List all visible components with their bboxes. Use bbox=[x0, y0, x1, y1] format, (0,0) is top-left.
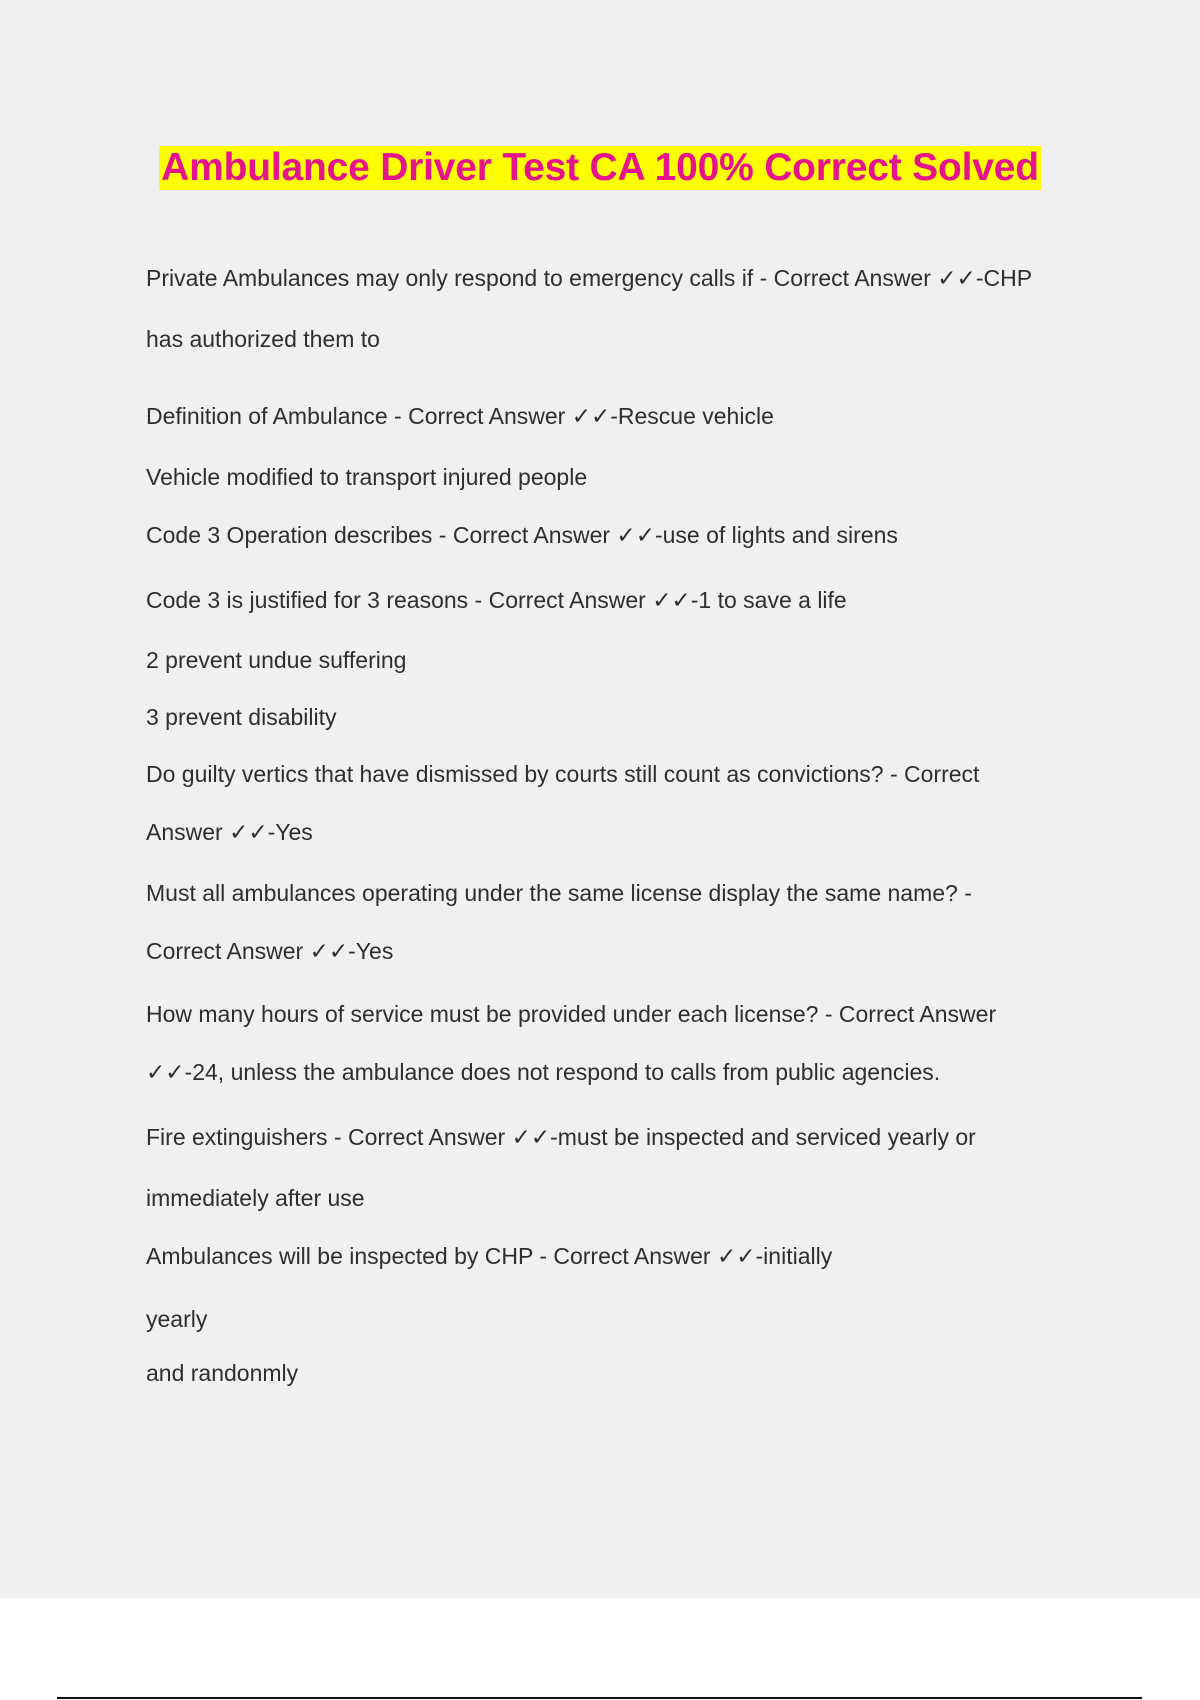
text-line: Code 3 Operation describes - Correct Answer ✓✓-use of lights and sirens bbox=[146, 522, 898, 548]
text-line: Must all ambulances operating under the same license display the same name? - bbox=[146, 880, 972, 906]
text-line: Vehicle modified to transport injured people bbox=[146, 464, 588, 490]
text-line: and randonmly bbox=[146, 1360, 299, 1386]
text-line: Fire extinguishers - Correct Answer ✓✓-must be inspected and serviced yearly or bbox=[146, 1124, 976, 1150]
title-wrapper bbox=[0, 146, 1200, 190]
text-line: Definition of Ambulance - Correct Answer ✓✓-Rescue vehicle bbox=[146, 403, 774, 429]
text-line: Code 3 is justified for 3 reasons - Correct Answer ✓✓-1 to save a life bbox=[146, 587, 847, 613]
text-line: Answer ✓✓-Yes bbox=[146, 819, 313, 845]
text-line: Correct Answer ✓✓-Yes bbox=[146, 938, 394, 964]
text-line: has authorized them to bbox=[146, 326, 380, 352]
text-line: 3 prevent disability bbox=[146, 704, 337, 730]
text-line: How many hours of service must be provided under each license? - Correct Answer bbox=[146, 1001, 997, 1027]
footer-divider bbox=[57, 1697, 1142, 1699]
text-line: Do guilty vertics that have dismissed by courts still count as convictions? - Correct bbox=[146, 761, 980, 787]
text-line: ✓✓-24, unless the ambulance does not respond to calls from public agencies. bbox=[146, 1059, 941, 1085]
document-title: Ambulance Driver Test CA 100% Correct Solved bbox=[161, 146, 1039, 189]
text-line: 2 prevent undue suffering bbox=[146, 647, 407, 673]
text-line: Ambulances will be inspected by CHP - Correct Answer ✓✓-initially bbox=[146, 1243, 833, 1269]
text-line: Private Ambulances may only respond to emergency calls if - Correct Answer ✓✓-CHP bbox=[146, 265, 1033, 291]
text-line: immediately after use bbox=[146, 1185, 365, 1211]
text-line: yearly bbox=[146, 1306, 208, 1332]
